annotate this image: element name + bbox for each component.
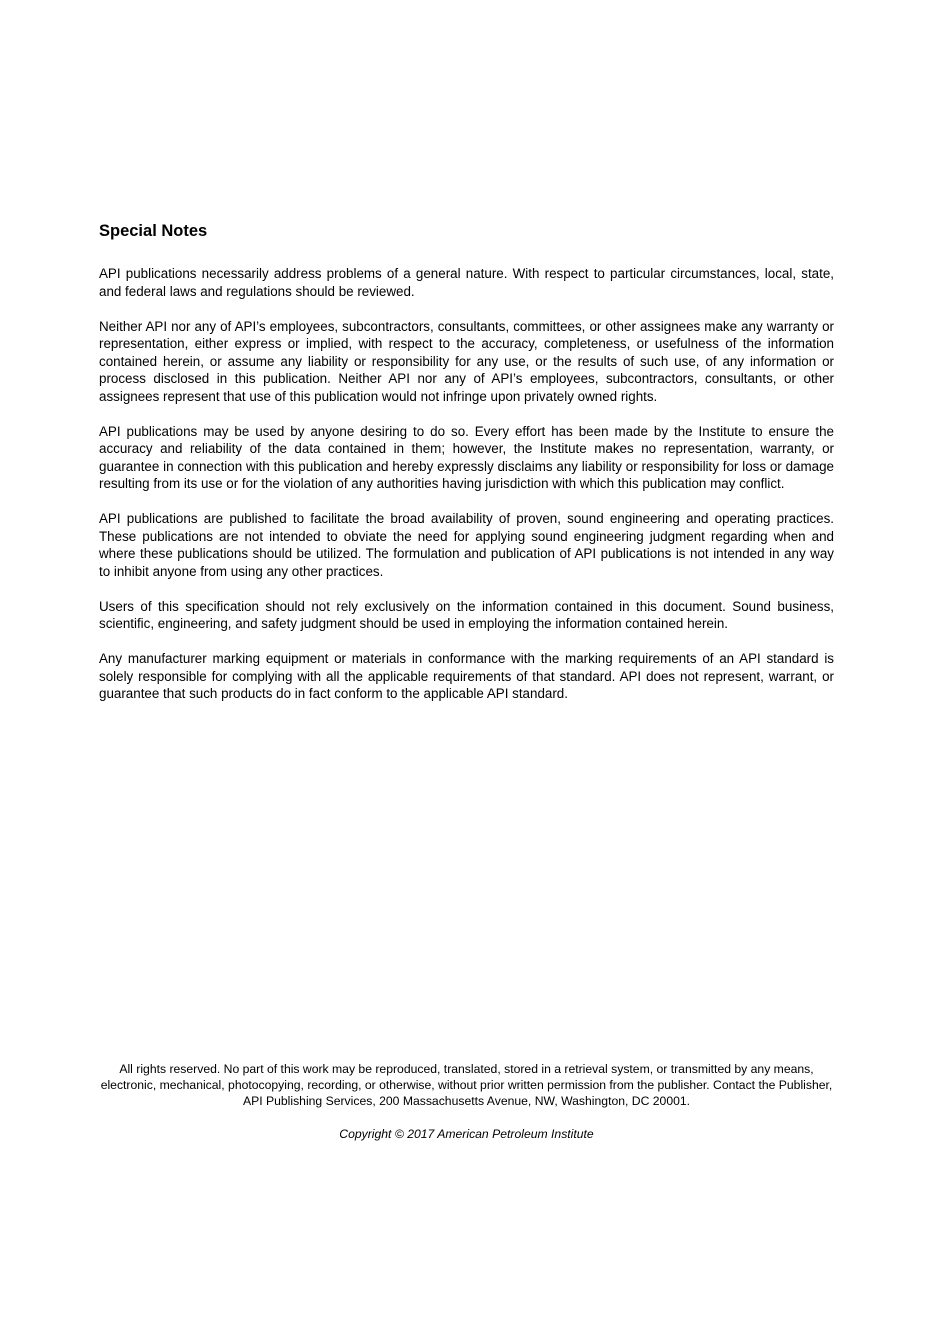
special-notes-section xyxy=(99,221,834,720)
paragraph-manufacturer-marking: Any manufacturer marking equipment or materials in conformance with the marking requirements of an API standard is solely responsible for complying with all the applicable requirements of that standard. API does not represent, warrant, or guarantee that such products do in fact conform to the applicable API standard. xyxy=(99,651,834,701)
paragraph-use-disclaimer: API publications may be used by anyone desiring to do so. Every effort has been made by the Institute to ensure the accuracy and reliability of the data contained in them; however, the Institute makes no representation, warranty, or guarantee in connection with this publication and hereby expressly disclaims any liability or responsibility for loss or damage resulting from its use or for the violation of any authorities having jurisdiction with which this publication may conflict. xyxy=(99,423,834,491)
footer xyxy=(99,1061,834,1142)
copyright-notice: Copyright © 2017 American Petroleum Institute xyxy=(339,1126,594,1141)
paragraph-practices: API publications are published to facilitate the broad availability of proven, sound engineering and operating practices. These publications are not intended to obviate the need for applying sound engineering judgment regarding when and where these publications should be utilized. The formulation and publication of API publications is not intended in any way to inhibit anyone from using any other practices. xyxy=(99,511,834,579)
paragraph-general-nature: API publications necessarily address problems of a general nature. With respect to particular circumstances, local, state, and federal laws and regulations should be reviewed. xyxy=(99,266,834,299)
paragraph-no-warranty: Neither API nor any of API’s employees, subcontractors, consultants, committees, or other assignees make any warranty or representation, either express or implied, with respect to the accuracy, completeness, or usefulness of the information contained herein, or assume any liability or responsibility for any use, or the results of such use, of any information or process disclosed in this publication. Neither API nor any of API’s employees, subcontractors, consultants, or other assignees represent that use of this publication would not infringe upon privately owned rights. xyxy=(99,318,834,404)
section-title: Special Notes xyxy=(99,222,208,240)
rights-notice: All rights reserved. No part of this work may be reproduced, translated, stored in a retrieval system, or transmitted by any means, electronic, mechanical, photocopying, recording, or otherwise, without prior written permission from the publisher. Contact the Publisher, API Publishing Services, 200 Massachusetts Avenue, NW, Washington, DC 20001. xyxy=(100,1062,833,1109)
paragraph-users-reliance: Users of this specification should not rely exclusively on the information contained in this document. Sound business, scientific, engineering, and safety judgment should be used in employing the information contained herein. xyxy=(99,598,834,631)
